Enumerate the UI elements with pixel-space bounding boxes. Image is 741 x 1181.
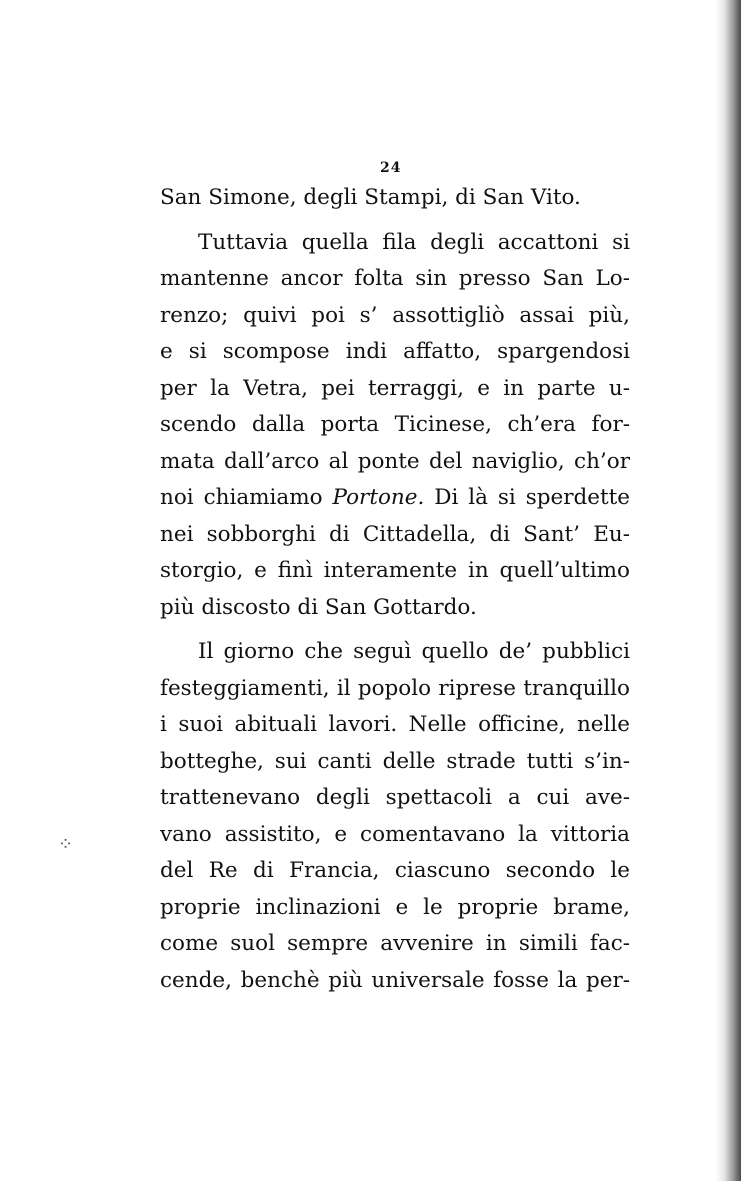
text-line: botteghe, sui canti delle strade tutti s’in- <box>160 748 630 774</box>
body-text <box>160 180 630 999</box>
text-line: i suoi abituali lavori. Nelle officine, nelle <box>160 712 630 737</box>
text-line: mantenne ancor folta sin presso San Lo- <box>160 266 630 291</box>
text-line: e si scompose indi affatto, spargendosi <box>160 339 630 364</box>
text-line: festeggiamenti, il popolo riprese tranquillo <box>160 675 630 701</box>
text-line: mata dall’arco al ponte del naviglio, ch’or <box>160 448 630 474</box>
text-line: nei sobborghi di Cittadella, di Sant’ Eu- <box>160 521 630 547</box>
text-line: scendo dalla porta Ticinese, ch’era for- <box>160 412 630 437</box>
text-line: come suol sempre avvenire in simili fac- <box>160 931 630 956</box>
text-line: storgio, e finì interamente in quell’ultimo <box>160 558 630 583</box>
paragraph-gap <box>160 626 630 634</box>
text-line: Tuttavia quella fila degli accattoni si <box>198 229 630 255</box>
text-fragment: noi chiamiamo <box>160 485 333 510</box>
text-fragment: Di là si sperdette <box>424 485 630 510</box>
page-edge-shadow <box>715 0 741 1181</box>
text-line: per la Vetra, pei terraggi, e in parte u- <box>160 375 630 401</box>
text-line: vano assistito, e comentavano la vittoria <box>160 821 630 847</box>
text-line: proprie inclinazioni e le proprie brame, <box>160 894 630 920</box>
page-number: 24 <box>380 160 402 176</box>
text-line-with-italic <box>160 480 630 517</box>
paragraph-gap <box>160 217 630 225</box>
text-line: più discosto di San Gottardo. <box>160 594 477 620</box>
ink-speck-mark: ⁘ <box>58 834 74 855</box>
italic-word: Portone. <box>332 485 425 510</box>
text-line: Il giorno che seguì quello de’ pubblici <box>198 639 630 664</box>
text-line: renzo; quivi poi s’ assottigliò assai più, <box>160 302 630 328</box>
text-line: trattenevano degli spettacoli a cui ave- <box>160 785 630 810</box>
text-line: San Simone, degli Stampi, di San Vito. <box>160 185 581 210</box>
text-line: cende, benchè più universale fosse la per- <box>160 967 630 993</box>
text-line: del Re di Francia, ciascuno secondo le <box>160 858 630 883</box>
